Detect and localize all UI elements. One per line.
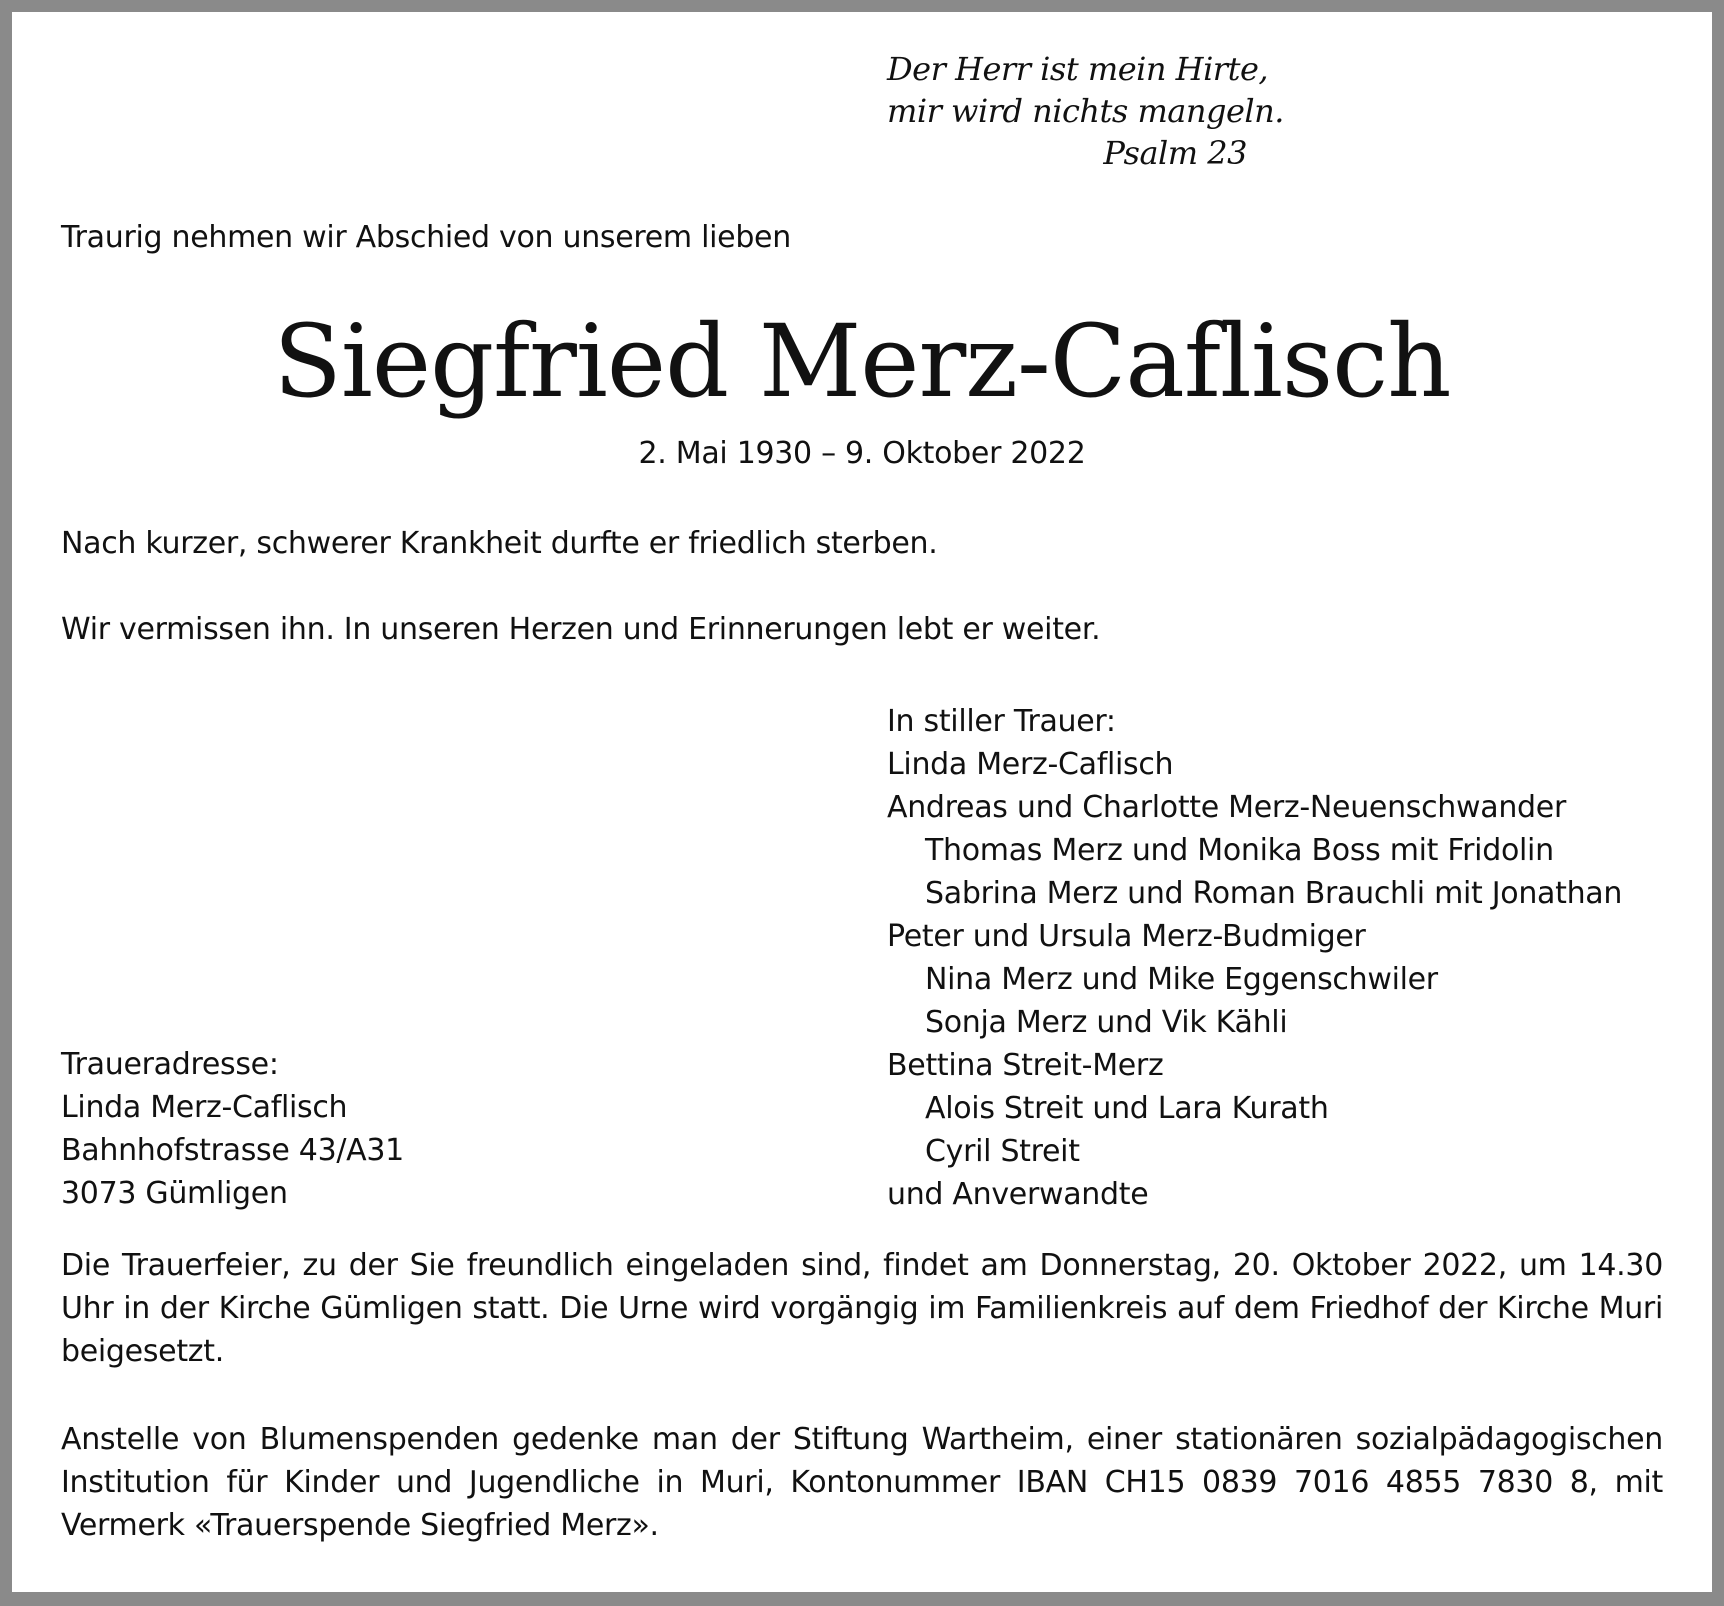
mourner-item: Cyril Streit (925, 1134, 1080, 1169)
address-street: Bahnhofstrasse 43/A31 (61, 1133, 404, 1168)
mourning-address (61, 1043, 404, 1215)
address-city: 3073 Gümligen (61, 1176, 288, 1211)
address-name: Linda Merz-Caflisch (61, 1090, 348, 1125)
obituary-sheet (12, 12, 1712, 1592)
mourners-heading: In stiller Trauer: (887, 704, 1116, 739)
mourner-item: Sabrina Merz und Roman Brauchli mit Jonathan (925, 876, 1623, 911)
mourner-item: Linda Merz-Caflisch (887, 747, 1174, 782)
remembrance-text: Wir vermissen ihn. In unseren Herzen und Erinnerungen lebt er weiter. (61, 612, 1101, 647)
mourner-item: Alois Streit und Lara Kurath (925, 1091, 1329, 1126)
address-heading: Traueradresse: (61, 1047, 279, 1082)
mourner-item: Thomas Merz und Monika Boss mit Fridolin (925, 833, 1554, 868)
deceased-name: Siegfried Merz-Caflisch (273, 303, 1451, 420)
life-dates: 2. Mai 1930 – 9. Oktober 2022 (638, 436, 1086, 471)
motto-line-1: Der Herr ist mein Hirte, (887, 50, 1269, 88)
mourner-item: und Anverwandte (887, 1177, 1149, 1212)
mourner-item: Nina Merz und Mike Eggenschwiler (925, 962, 1438, 997)
motto-source: Psalm 23 (1103, 134, 1247, 172)
mourners-list (887, 700, 1622, 1216)
ceremony-paragraph: Die Trauerfeier, zu der Sie freundlich eingeladen sind, findet am Donnerstag, 20. Oktober 2022, um 14.30 Uhr in der Kirche Gümligen statt. Die Urne wird vorgängig im Familienkreis auf dem Friedhof der Kirche Muri beigesetzt. (61, 1248, 1663, 1369)
motto-line-2: mir wird nichts mangeln. (887, 92, 1284, 130)
mourner-item: Andreas und Charlotte Merz-Neuenschwander (887, 790, 1566, 825)
mourner-item: Peter und Ursula Merz-Budmiger (887, 919, 1366, 954)
mourner-item: Bettina Streit-Merz (887, 1048, 1164, 1083)
psalm-motto (887, 48, 1284, 174)
intro-text: Traurig nehmen wir Abschied von unserem lieben (61, 220, 791, 255)
mourner-item: Sonja Merz und Vik Kähli (925, 1005, 1288, 1040)
passing-text: Nach kurzer, schwerer Krankheit durfte er friedlich sterben. (61, 526, 938, 561)
donation-paragraph: Anstelle von Blumenspenden gedenke man der Stiftung Wartheim, einer stationären sozialpädagogischen Institution für Kinder und Jugendliche in Muri, Kontonummer IBAN CH15 0839 7016 4855 7830 8, mit Vermerk «Trauerspende Siegfried Merz». (61, 1422, 1663, 1543)
